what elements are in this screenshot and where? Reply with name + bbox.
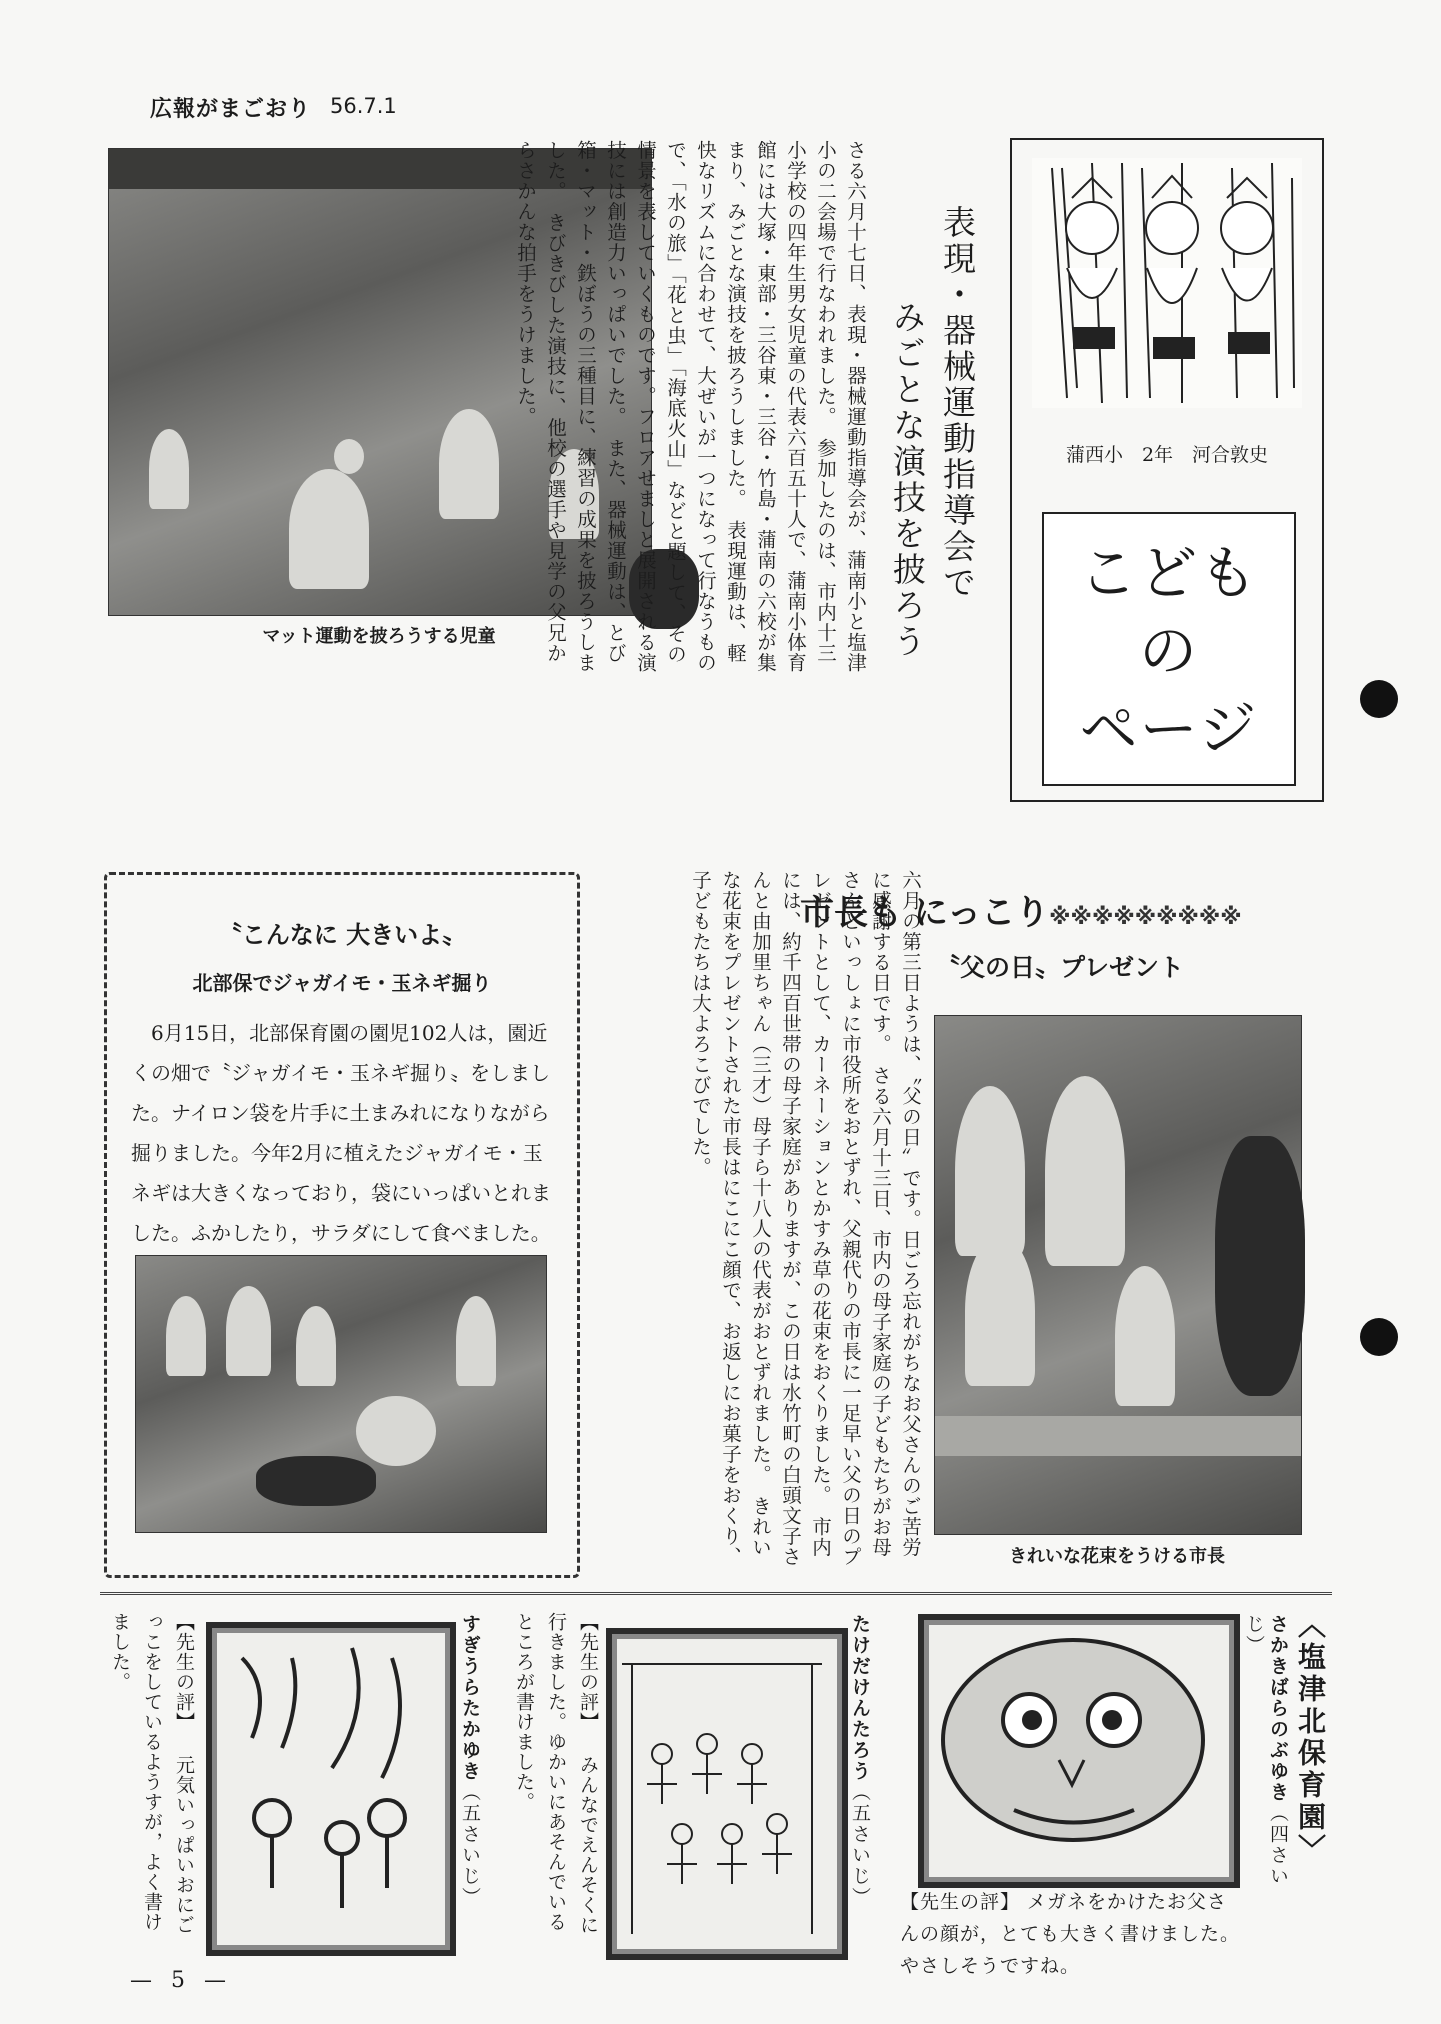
article1-headline-2: みごとな演技を披ろう [888, 300, 927, 660]
mayor-bouquet-photo [934, 1015, 1302, 1535]
section-divider [100, 1592, 1332, 1595]
artist-name-2 [848, 1614, 872, 1944]
artist-1-name: さかきばらのぶゆき [1267, 1614, 1289, 1803]
hoikuen-body: 6月15日，北部保育園の園児102人は，園近くの畑で〝ジャガイモ・玉ネギ掘り〟をしました。ナイロン袋を片手に土まみれになりながら掘りました。今年2月に植えたジャガイモ・玉ネギは大きくなっており，袋にいっぱいとれました。ふかしたり，サラダにして食べました。 [131, 1021, 551, 1245]
mayor-article-subtitle: 〝父の日〟プレゼント [935, 953, 1185, 982]
artist-3-age: （五さいじ） [459, 1782, 481, 1908]
article1-body: さる六月十七日、表現・器械運動指導会が、蒲南小と塩津小の二会場で行なわれました。 参加したのは、市内十三小学校の四年生男女児童の代表六百五十人で、蒲南小体育館には大塚・東部・三谷東・三谷・竹島・蒲南の六校が集まり、みごとな演技を披ろうしました。 表現運動は、軽快なリズムに合わせて、大ぜいが一つになって行なうもので、「水の旅」「花と虫」「海底火山」などと題して、その情景を表していくものです。フロアせましと展開される演技には創造力いっぱいでした。 また、器械運動は、とび箱・マット・鉄ぼうの三種目に、練習の成果を披ろうしました。 きびきびした演技に、他校の選手や見学の父兄からさかんな拍手をうけました。 [514, 140, 867, 673]
hoikuen-subtitle: 北部保でジャガイモ・玉ネギ掘り [192, 971, 492, 995]
drawing-frame-3 [206, 1622, 456, 1956]
page-number: — 5 — [130, 1968, 232, 1993]
artist-3-name: すぎうらたかゆき [459, 1614, 481, 1782]
artist-1-age: （四さいじ） [1243, 1614, 1289, 1887]
kids-title-line3: ページ [1079, 695, 1259, 763]
kids-title-line2: の [1138, 617, 1199, 685]
teacher-comment-2: 【先生の評】 みんなでえんそくに行きました。ゆかいにあそんでいるところが書けました。 [513, 1612, 599, 1935]
publication-title: 広報がまごおり [150, 97, 312, 122]
kids-page-title-box [1042, 512, 1296, 786]
artist-2-name: たけだけんたろう [849, 1614, 871, 1782]
drawing-credit: 蒲西小 2年 河合敦史 [1065, 444, 1269, 466]
artist-name-3 [458, 1614, 482, 1944]
punch-hole-top [1360, 680, 1398, 718]
kids-page-title [1044, 534, 1294, 768]
kids-page-box [1010, 138, 1324, 802]
mayor-photo-caption: きれいな花束をうける市長 [1009, 1546, 1225, 1567]
shiotsu-section-title: 〈塩津北保育園〉 [1294, 1610, 1327, 1866]
drawing-frame-1 [918, 1614, 1240, 1888]
teacher-comment-3: 【先生の評】 元気いっぱいおにごっこをしているようすが，よく書けました。 [109, 1612, 195, 1935]
child-drawing [1032, 158, 1302, 408]
article1-headline-1: 表現・器械運動指導会で [938, 205, 977, 601]
drawing-frame-2 [606, 1628, 848, 1960]
kids-title-line1: こども [1078, 539, 1259, 607]
punch-hole-bottom [1360, 1318, 1398, 1356]
hoikuen-title: 〝こんなに 大きいよ〟 [217, 921, 467, 949]
potato-digging-photo [135, 1255, 547, 1533]
mayor-title-deco: ※※※※※※※※※ [1049, 905, 1242, 930]
mayor-title-text: 市長も にっこり [800, 893, 1050, 933]
artist-2-age: （五さいじ） [849, 1782, 871, 1908]
hoikuen-article-box [104, 872, 580, 1578]
mat-photo-caption: マット運動を披ろうする児童 [262, 626, 496, 647]
teacher-comment-1: 【先生の評】 メガネをかけたお父さんの顔が，とても大きく書けました。やさしそうですね。 [900, 1891, 1241, 1977]
publication-date: 56.7.1 [330, 94, 397, 118]
artist-name-1 [1242, 1614, 1290, 1914]
mayor-article-body: 六月の第三日ようは、〝父の日〟です。日ごろ忘れがちなお父さんのご苦労に感謝する日です。 さる六月十三日、市内の母子家庭の子どもたちがお母さんといっしょに市役所をおとずれ、父親代りの市長に一足早い父の日のプレゼントとして、カーネーションとかすみ草の花束をおくりました。 市内には、約千四百世帯の母子家庭がありますが、この日は水竹町の白頭文子さんと由加里ちゃん（三才）母子ら十八人の代表がおとずれました。 きれいな花束をプレゼントされた市長はにこにこ顔で、お返しにお菓子をおくり、子どもたちは大よろこびでした。 [689, 870, 922, 1567]
